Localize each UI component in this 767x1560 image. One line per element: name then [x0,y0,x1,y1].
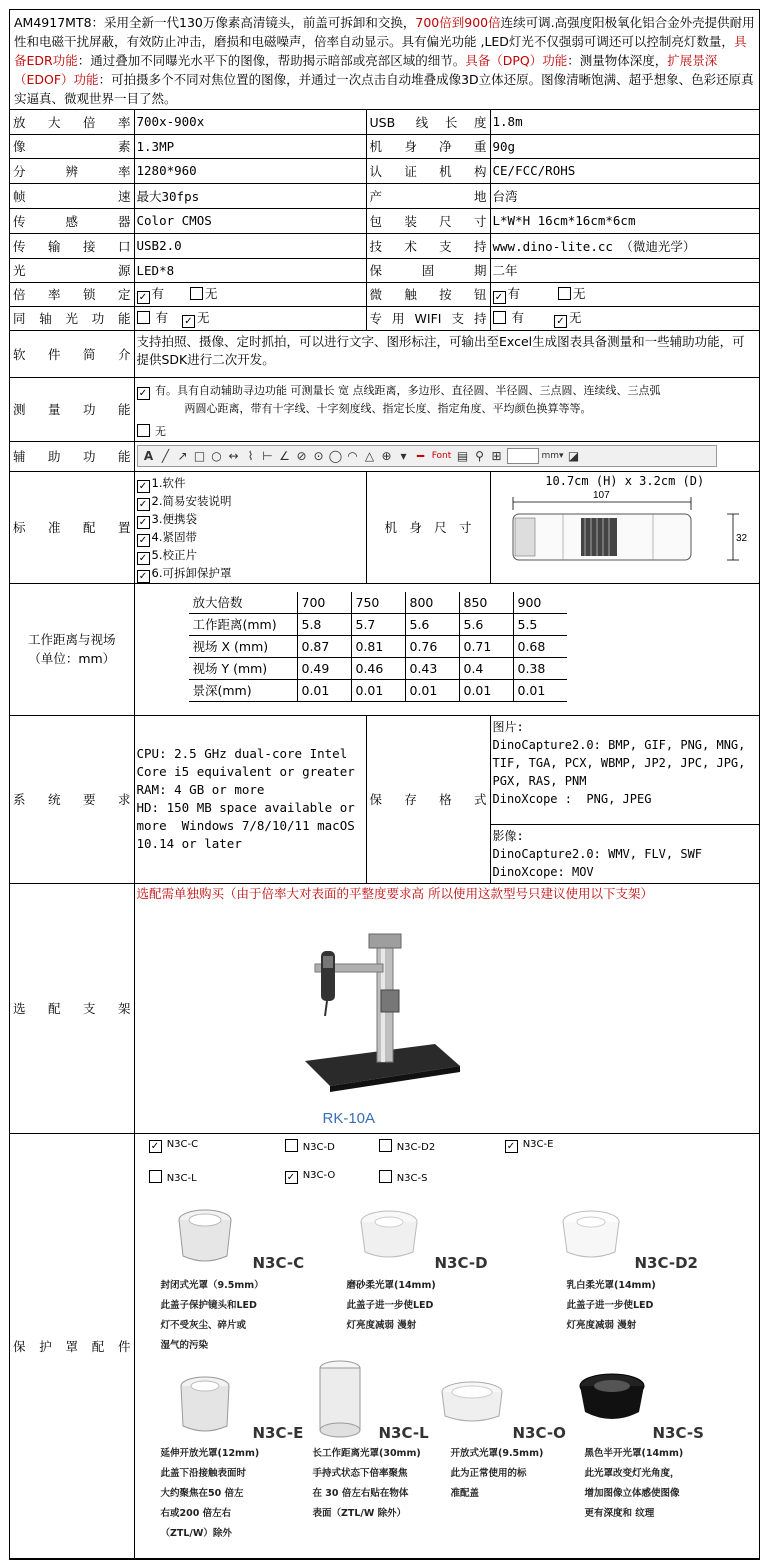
cap-line: 增加图像立体感使图像 [584,1487,680,1499]
system-label: 系统要求 [10,715,134,883]
cap-line: 灯不受灰尘、碎片或 [160,1319,247,1331]
spec-value: 700x-900x [134,110,366,134]
intro-text: 连续可调.高强度阳极氧化铝合金外壳提供耐用性和电磁干扰屏蔽，有效防止冲击，磨损和电磁噪声，倍率自动显示。具有偏光功能 ,LED灯光不仅强弱可调还可以控制亮灯数量， [14,15,755,49]
workdist-row-header: 视场 Y (mm) [189,657,298,679]
cap-line: 更有深度和 纹理 [584,1507,655,1519]
triangle-tool-icon[interactable]: △ [364,449,375,463]
spec-label: 光源 [10,258,134,282]
table-icon[interactable]: ▤ [456,449,469,463]
stand-note: 选配需单独购买（由于倍率大对表面的平整度要求高 所以使用这款型号只建议使用以下支架） [136,885,653,901]
font-icon[interactable]: Font [431,451,452,461]
cap-name: N3C-C [252,1253,305,1272]
checkbox-label: 无 [573,286,586,301]
measure-no-checkbox[interactable] [137,424,150,437]
workdist-cell: 0.87 [297,635,351,657]
software-description: 支持拍照、摄像、定时抓拍，可以进行文字、图形标注，可输出至Excel生成图表具备测量和一些辅助功能，可提供SDK进行二次开发。 [134,330,759,377]
checkbox-label: 无 [155,424,166,438]
aux-row [10,441,759,471]
workdist-cell: 0.68 [513,635,567,657]
body-size-cell [490,471,759,583]
intro-text: AM4917MT8：采用全新一代130万像素高清镜头，前盖可拆卸和交换， [14,15,416,30]
spec-label: 产地 [366,183,490,208]
cap-line: 右或200 倍左右 [160,1507,232,1519]
dpq-highlight: 具备（DPQ）功能 [465,53,568,68]
config-item: 1.软件 [151,475,186,490]
micro-button-yes-checkbox[interactable]: ✓ [493,291,506,304]
workdist-cell: 0.49 [297,657,351,679]
config-checkbox[interactable]: ✓ [137,552,150,565]
config-item: 2.简易安装说明 [151,493,232,508]
angle-tool-icon[interactable]: ∠ [279,449,290,463]
cap-name: N3C-D2 [634,1253,698,1272]
spec-value: 90g [490,134,759,158]
body-dimension-text: 10.7cm (H) x 3.2cm (D) [545,473,705,488]
intro-text: ：测量物体深度， [567,53,668,68]
workdist-cell: 0.43 [405,657,459,679]
video-formats: DinoCapture2.0: WMV, FLV, SWF DinoXcope: MOV [492,846,703,879]
cap-n3c-d2-image [559,1204,623,1268]
cap-line: 开放式光罩(9.5mm) [450,1447,544,1459]
diameter-dimension-label: 32 [735,532,747,544]
workdist-row-header: 工作距离(mm) [189,613,298,635]
save-format-label: 保存格式 [366,715,490,883]
video-format-title: 影像: [492,828,524,843]
cap-line: 封闭式光罩（9.5mm） [160,1279,264,1291]
workdist-table-row [189,679,567,701]
config-item: 6.可拆卸保护罩 [151,565,232,580]
spec-value: 台湾 [490,183,759,208]
arrow-tool-icon[interactable]: ↗ [177,449,188,463]
spec-label: 像素 [10,134,134,158]
measure-label: 测量功能 [10,377,134,441]
polyline-tool-icon[interactable]: ⌇ [247,449,254,463]
caps-area [135,1134,760,1558]
workdist-cell: 5.7 [351,613,405,635]
coaxial-label: 同轴光功能 [10,306,134,330]
unit-icon[interactable]: mm▾ [541,451,564,461]
distance-tool-icon[interactable]: ⊢ [262,449,273,463]
measure-row [10,377,759,441]
workdist-cell: 5.8 [297,613,351,635]
cap-check-label: N3C-D [302,1141,335,1153]
spec-label: 保固期 [366,258,490,282]
config-checkbox[interactable]: ✓ [137,498,150,511]
cap-n3c-l-image [315,1358,365,1438]
cap-line: 黑色半开光罩(14mm) [584,1447,684,1459]
cap-line: 乳白柔光罩(14mm) [566,1279,656,1291]
cap-line: 准配盖 [450,1487,480,1499]
stand-image [285,926,475,1106]
spec-label: 机身净重 [366,134,490,158]
coaxial-yes-checkbox[interactable] [137,311,150,324]
cap-check-label: N3C-C [166,1138,199,1150]
workdist-table [189,592,567,702]
cap-name: N3C-L [378,1423,429,1442]
grid-icon[interactable]: ⊞ [491,449,502,463]
workdist-cell: 0.38 [513,657,567,679]
spec-value: Color CMOS [134,208,366,233]
spec-value: 1280*960 [134,158,366,183]
spec-value: 二年 [490,258,759,282]
cap-checkbox-n3c-l[interactable] [149,1170,162,1183]
spec-label: 技术支持 [366,233,490,258]
workdist-row-header: 放大倍数 [189,592,298,614]
checkbox-label: 无 [197,310,210,325]
cap-check-label: N3C-E [522,1138,554,1150]
workdist-cell: 0.81 [351,635,405,657]
coaxial-no-checkbox[interactable]: ✓ [182,315,195,328]
spec-value: 最大30fps [134,183,366,208]
cap-checkbox-n3c-d2[interactable] [379,1139,392,1152]
length-dimension-label: 107 [592,489,610,501]
workdist-cell: 900 [513,592,567,614]
edr-highlight: 具备EDR功能 [14,34,747,68]
config-checkbox[interactable]: ✓ [137,534,150,547]
three-point-circle-icon[interactable]: ◯ [328,449,343,463]
ellipse-tool-icon[interactable]: ○ [211,449,222,463]
config-item: 3.便携袋 [151,511,197,526]
spec-table [10,110,759,1559]
calibration-icon[interactable]: ━ [416,449,425,463]
image-format-title: 图片: [492,719,524,734]
cap-n3c-c-image [173,1204,237,1268]
spec-row-checkboxes [10,282,759,306]
cap-line: 延伸开放光罩(12mm) [160,1447,260,1459]
config-item: 5.校正片 [151,547,197,562]
workdist-cell: 5.5 [513,613,567,635]
spec-label: 放大倍率 [10,110,134,134]
config-label: 标准配置 [10,471,134,583]
cap-line: 表面（ZTL/W 除外） [312,1507,407,1519]
edof-highlight: 扩展景深（EDOF）功能 [14,53,718,87]
spec-value: 1.8m [490,110,759,134]
spec-label: 分辨率 [10,158,134,183]
config-item: 4.紧固带 [151,529,197,544]
color-picker-icon[interactable]: ◪ [567,449,580,463]
stand-label: 选配支架 [10,883,134,1133]
spec-label: 认证机构 [366,158,490,183]
cap-line: 灯亮度减弱 漫射 [346,1319,417,1331]
cap-name: N3C-O [512,1423,566,1442]
system-requirements: CPU: 2.5 GHz dual-core Intel Core i5 equivalent or greater RAM: 4 GB or more HD: 150 MB space available or more Windows 7/8/10/11 macOS 10.14 or later [134,715,366,883]
workdist-cell: 0.01 [405,679,459,701]
measure-description-2: 两圆心距离，带有十字线、十字刻度线、指定长度、指定角度、平均颜色换算等等。 [184,401,592,415]
image-formats: DinoCapture2.0: BMP, GIF, PNG, MNG, TIF, TGA, PCX, WBMP, JP2, JPC, JPG, PGX, RAS, PNM DinoXcope : PNG, JPEG [492,737,746,806]
workdist-cell: 0.71 [459,635,513,657]
workdist-cell: 750 [351,592,405,614]
stand-model-label: RK-10A [322,1109,376,1127]
intro-text: ：通过叠加不同曝光水平下的图像，帮助揭示暗部或亮部区域的细节。 [77,53,466,68]
cap-line: 灯亮度减弱 漫射 [566,1319,637,1331]
cap-n3c-d-image [357,1204,421,1268]
cap-name: N3C-D [434,1253,488,1272]
cap-checkbox-n3c-d[interactable] [285,1139,298,1152]
workdist-cell: 0.76 [405,635,459,657]
cap-checkbox-n3c-c[interactable]: ✓ [149,1140,162,1153]
micro-button-label: 微触按钮 [366,282,490,306]
cap-line: 手持式状态下倍率聚焦 [312,1467,408,1479]
more-icon[interactable]: ▾ [400,449,407,463]
stand-row [10,883,759,1133]
caps-row [10,1133,759,1558]
spec-value: LED*8 [134,258,366,282]
wifi-no-checkbox[interactable]: ✓ [554,315,567,328]
workdist-table-row [189,613,567,635]
workdist-row-header: 景深(mm) [189,679,298,701]
cap-name: N3C-E [252,1423,304,1442]
crosshair-tool-icon[interactable]: ⊕ [381,449,392,463]
save-format-cell [490,715,759,883]
spec-row-checkboxes [10,306,759,330]
circle-tool-icon[interactable]: ⊘ [296,449,307,463]
cap-n3c-o-image [437,1378,507,1430]
workdist-row-header: 视场 X (mm) [189,635,298,657]
intro-paragraph [10,10,759,110]
cap-line: 此为正常使用的标 [450,1467,527,1479]
checkbox-label: 有 [507,286,521,301]
rect-tool-icon[interactable]: □ [193,449,206,463]
workdist-cell: 0.01 [513,679,567,701]
value-input[interactable] [507,448,539,464]
spec-label: USB 线长度 [366,110,490,134]
spec-label: 传输接口 [10,233,134,258]
spec-value: USB2.0 [134,233,366,258]
checkbox-label: 有 [151,286,165,301]
cap-line: 此盖下沿接触表面时 [160,1467,247,1479]
cap-line: 此盖子进一步使LED [346,1299,434,1311]
microscope-dimension-drawing [493,488,755,576]
workdist-row [10,583,759,715]
workdist-title: 工作距离与视场 [27,632,116,647]
cap-check-label: N3C-D2 [396,1141,436,1153]
workdist-cell: 0.4 [459,657,513,679]
workdist-cell: 700 [297,592,351,614]
checkbox-label: 无 [569,310,582,325]
cap-line: 大约聚焦在50 倍左 [160,1487,244,1499]
workdist-label [10,583,134,715]
config-checkbox[interactable]: ✓ [137,570,150,583]
workdist-table-row [189,592,567,614]
checkbox-label: 有 [511,310,524,325]
workdist-table-row [189,635,567,657]
text-tool-icon[interactable]: A [143,449,154,463]
workdist-cell: 0.01 [297,679,351,701]
spec-row [10,258,759,282]
cap-n3c-e-image [173,1372,237,1436]
cap-checkbox-n3c-o[interactable]: ✓ [285,1171,298,1184]
cap-check-label: N3C-O [302,1169,336,1181]
cap-line: 湿气的污染 [160,1339,209,1351]
spec-row [10,158,759,183]
spec-row [10,110,759,134]
measure-toolbar [137,445,717,467]
spec-value: L*W*H 16cm*16cm*6cm [490,208,759,233]
software-row [10,330,759,377]
workdist-cell: 5.6 [459,613,513,635]
cap-line: 此盖子保护镜头和LED [160,1299,257,1311]
workdist-unit: （单位：mm） [28,651,116,666]
cap-check-label: N3C-S [396,1172,428,1184]
line-tool-icon[interactable]: ╱ [161,449,170,463]
cap-checkbox-n3c-s[interactable] [379,1170,392,1183]
arc-tool-icon[interactable]: ◠ [347,449,358,463]
zoom-icon[interactable]: ⚲ [475,449,484,463]
software-label: 软件简介 [10,330,134,377]
workdist-cell: 850 [459,592,513,614]
intro-text: ：可拍摄多个不同对焦位置的图像，并通过一次点击自动堆叠成像3D立体还原。图像清晰饱满、超乎想象、色彩还原真实逼真、微观世界一目了然。 [14,72,754,106]
measure-description: 有。具有自动辅助寻边功能 可测量长 宽 点线距离，多边形、直径圆、半径圆、三点圆、连续线、三点弧 [155,383,661,397]
workdist-cell: 0.46 [351,657,405,679]
workdist-cell: 5.6 [405,613,459,635]
spec-row [10,233,759,258]
checkbox-label: 无 [205,286,218,301]
workdist-cell: 800 [405,592,459,614]
workdist-table-row [189,657,567,679]
spec-value: 1.3MP [134,134,366,158]
cap-line: 此盖子进一步使LED [566,1299,654,1311]
spec-row [10,134,759,158]
cap-line: 长工作距离光罩(30mm) [312,1447,421,1459]
spec-sheet [9,9,760,1560]
zoom-range-highlight: 700倍到900倍 [415,15,501,30]
workdist-cell: 0.01 [459,679,513,701]
cap-line: （ZTL/W）除外 [160,1527,232,1539]
spec-label: 包装尺寸 [366,208,490,233]
spec-value: www.dino-lite.cc （微迪光学） [490,233,759,258]
zoom-lock-label: 倍率锁定 [10,282,134,306]
cap-checkbox-n3c-e[interactable]: ✓ [505,1140,518,1153]
cap-line: 磨砂柔光罩(14mm) [346,1279,436,1291]
cap-name: N3C-S [652,1423,704,1442]
cap-line: 此光罩改变灯光角度， [584,1467,680,1479]
spec-value: CE/FCC/ROHS [490,158,759,183]
zoom-lock-yes-checkbox[interactable]: ✓ [137,291,150,304]
zoom-lock-no-checkbox[interactable] [190,287,203,300]
radius-tool-icon[interactable]: ⊙ [313,449,324,463]
cap-n3c-s-image [575,1370,649,1430]
workdist-cell: 0.01 [351,679,405,701]
checkbox-label: 有 [155,310,168,325]
spec-label: 传感器 [10,208,134,233]
config-checkbox[interactable]: ✓ [137,516,150,529]
body-size-label: 机身尺寸 [366,471,490,583]
spec-label: 帧速 [10,183,134,208]
spec-row [10,208,759,233]
config-row [10,471,759,583]
wifi-label: 专用WIFI支持 [366,306,490,330]
micro-button-no-checkbox[interactable] [558,287,571,300]
length-tool-icon[interactable]: ↔ [228,449,239,463]
cap-line: 在 30 倍左右贴在物体 [312,1487,409,1499]
config-list [134,471,366,583]
cap-check-label: N3C-L [166,1172,197,1184]
system-row [10,715,759,883]
config-checkbox[interactable]: ✓ [137,480,150,493]
measure-yes-checkbox[interactable]: ✓ [137,387,150,400]
spec-row [10,183,759,208]
caps-label: 保护罩配件 [10,1133,134,1558]
aux-label: 辅助功能 [10,441,134,471]
wifi-yes-checkbox[interactable] [493,311,506,324]
